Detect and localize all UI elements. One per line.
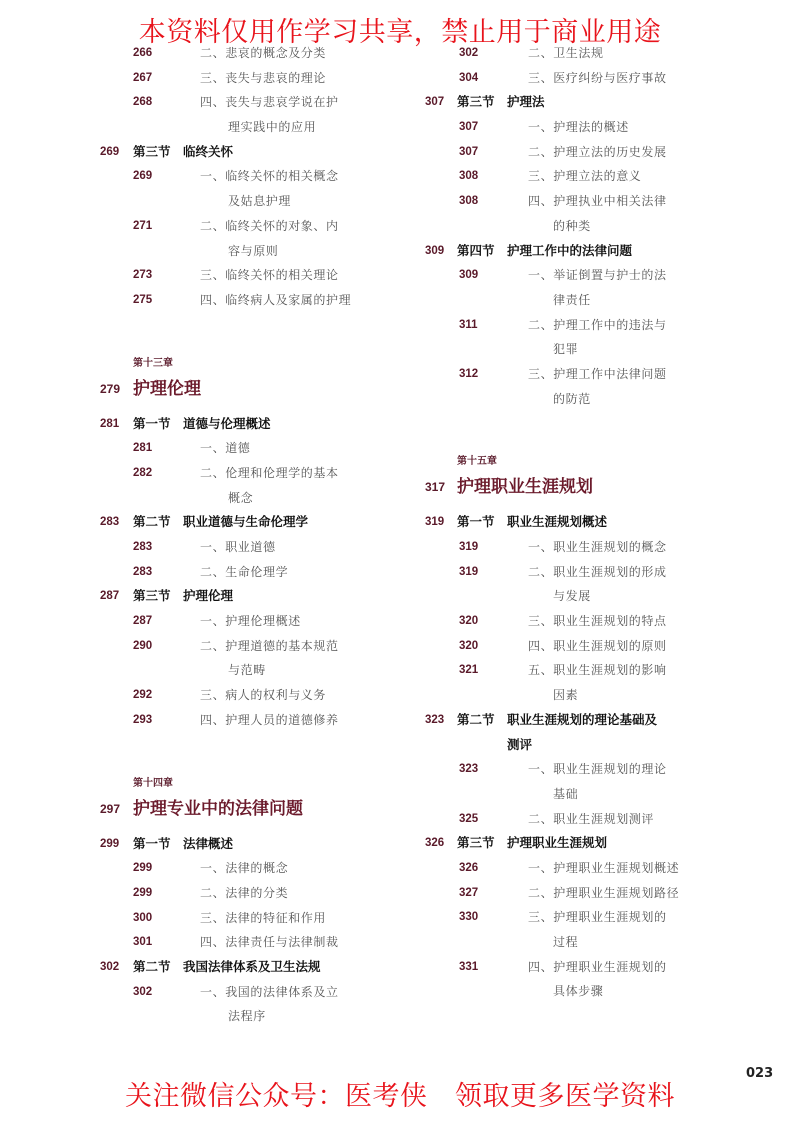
item-page-number: 308 [459,170,479,183]
section-title: 临终关怀 [183,143,234,159]
item-title: 与范畴 [228,663,266,678]
item-title: 四、护理执业中相关法律 [528,194,667,209]
section-page-number: 307 [425,96,445,109]
section-title-continued: 测评 [507,736,533,752]
chapter-label: 第十五章 [457,456,497,468]
toc-item-continued [0,214,800,239]
toc-item[interactable] [0,66,800,91]
section-page-number: 302 [100,960,120,973]
toc-item[interactable] [0,535,800,560]
item-title: 一、我国的法律体系及立 [200,984,339,999]
toc-item[interactable] [0,881,800,906]
item-page-number: 307 [459,145,479,158]
section-page-number: 319 [425,516,445,529]
item-title: 二、法律的分类 [200,885,289,900]
section-label: 第四节 [457,242,495,258]
item-title: 一、道德 [200,441,251,456]
toc-item-continued [0,288,800,313]
item-title: 三、医疗纠纷与医疗事故 [528,70,667,85]
chapter-label: 第十四章 [133,777,173,789]
item-title: 二、护理职业生涯规划路径 [528,885,680,900]
item-page-number: 267 [133,71,153,84]
chapter-page-number: 279 [100,381,121,396]
item-page-number: 283 [133,565,153,578]
item-page-number: 271 [133,219,153,232]
toc-item[interactable] [0,560,800,585]
item-page-number: 304 [459,71,479,84]
item-title: 理实践中的应用 [228,120,317,135]
page-number: 023 [746,1066,774,1081]
item-title: 二、悲哀的概念及分类 [200,46,327,60]
section-title: 护理伦理 [183,588,234,604]
item-title: 四、丧失与悲哀学说在护 [200,95,339,110]
toc-item[interactable] [0,856,800,881]
item-page-number: 312 [459,367,479,380]
item-page-number: 302 [133,985,153,998]
item-title: 二、护理道德的基本规范 [200,638,339,653]
item-title: 一、职业生涯规划的概念 [528,540,667,554]
toc-item-continued [0,930,800,955]
item-title: 的种类 [553,218,591,233]
item-title: 容与原则 [228,243,279,258]
item-title: 五、职业生涯规划的影响 [528,663,667,678]
section-label: 第一节 [133,835,171,851]
item-page-number: 321 [459,664,479,677]
item-title: 律责任 [553,292,591,307]
item-page-number: 309 [459,269,479,282]
item-title: 三、病人的权利与义务 [200,688,327,703]
item-page-number: 290 [133,639,153,652]
item-title: 三、护理工作中法律问题 [528,366,667,381]
item-title: 四、临终病人及家属的护理 [200,292,352,307]
item-title: 二、生命伦理学 [200,564,289,579]
item-page-number: 326 [459,861,479,874]
item-title: 二、护理立法的历史发展 [528,144,667,159]
item-page-number: 325 [459,812,479,825]
toc-item[interactable] [0,905,800,930]
toc-item[interactable] [0,164,800,189]
item-title: 过程 [553,935,579,949]
item-title: 一、职业生涯规划的理论 [528,762,667,777]
item-title: 法程序 [228,1009,266,1024]
toc-item[interactable] [0,609,800,634]
section-entry[interactable] [0,90,800,115]
item-title: 一、法律的概念 [200,861,289,876]
item-page-number: 330 [459,911,479,924]
item-page-number: 323 [459,763,479,776]
item-title: 及姑息护理 [228,194,292,209]
item-page-number: 292 [133,689,153,702]
item-page-number: 300 [133,911,153,924]
toc-item[interactable] [0,955,800,980]
section-title: 法律概述 [183,835,234,851]
toc-item[interactable] [0,263,800,288]
section-entry[interactable] [0,831,800,856]
section-title: 护理职业生涯规划 [507,835,608,851]
toc-item-continued [0,387,800,412]
item-title: 概念 [228,490,254,505]
item-title: 三、护理职业生涯规划的 [528,910,667,925]
toc-item[interactable] [0,807,800,832]
item-page-number: 331 [459,960,479,973]
section-label: 第一节 [457,514,495,530]
toc-item-continued [0,979,800,1004]
chapter-title: 护理专业中的法律问题 [133,798,303,819]
item-page-number: 299 [133,862,153,875]
item-page-number: 327 [459,886,479,899]
item-title: 四、职业生涯规划的原则 [528,638,667,653]
toc-column-right [0,41,800,1004]
item-title: 二、职业生涯规划的形成 [528,564,667,579]
chapter-label: 第十三章 [133,357,173,369]
item-title: 一、临终关怀的相关概念 [200,169,339,184]
item-page-number: 308 [459,195,479,208]
item-page-number: 311 [459,318,478,331]
section-page-number: 309 [425,244,445,257]
item-title: 三、丧失与悲哀的理论 [200,70,327,85]
item-title: 四、法律责任与法律制裁 [200,935,339,950]
item-page-number: 282 [133,466,153,479]
watermark-top: 本资料仅用作学习共享，禁止用于商业用途 [138,17,662,48]
item-title: 二、职业生涯规划测评 [528,811,655,826]
section-label: 第二节 [457,711,495,727]
section-page-number: 269 [100,145,120,158]
section-entry[interactable] [0,239,800,264]
section-page-number: 323 [425,713,445,726]
toc-item[interactable] [0,757,800,782]
section-title: 护理工作中的法律问题 [507,242,633,258]
item-title: 一、护理伦理概述 [200,614,301,629]
item-title: 三、护理立法的意义 [528,169,642,184]
chapter-page-number: 297 [100,801,121,816]
item-title: 的防范 [553,391,591,406]
toc-item[interactable] [0,189,800,214]
item-title: 基础 [553,786,579,801]
item-title: 三、职业生涯规划的特点 [528,614,667,629]
item-page-number: 320 [459,639,479,652]
toc-item[interactable] [0,115,800,140]
section-label: 第二节 [133,958,171,974]
section-title: 我国法律体系及卫生法规 [183,958,321,974]
section-label: 第三节 [457,835,495,851]
item-page-number: 266 [133,47,153,59]
item-title: 四、护理职业生涯规划的 [528,959,667,974]
item-title: 三、法律的特征和作用 [200,910,327,925]
section-label: 第三节 [133,143,171,159]
section-label: 第二节 [133,514,171,530]
item-page-number: 299 [133,886,153,899]
item-page-number: 273 [133,269,153,282]
section-page-number: 287 [100,590,120,603]
section-entry[interactable] [0,708,800,733]
toc-item[interactable] [0,313,800,338]
item-page-number: 302 [459,47,479,59]
item-title: 二、护理工作中的违法与 [528,317,667,332]
section-title: 职业生涯规划概述 [507,514,608,530]
item-page-number: 307 [459,121,479,134]
item-title: 四、护理人员的道德修养 [200,712,339,727]
section-title: 道德与伦理概述 [183,415,271,431]
item-page-number: 301 [133,936,153,949]
toc-item-continued [0,782,800,807]
section-title: 职业生涯规划的理论基础及 [507,711,658,727]
toc-item[interactable] [0,41,800,66]
section-page-number: 299 [100,837,120,850]
toc-item[interactable] [0,634,800,659]
item-title: 一、举证倒置与护士的法 [528,268,667,283]
item-page-number: 320 [459,615,479,628]
chapter-page-number: 317 [425,480,446,495]
toc-item[interactable] [0,362,800,387]
toc-item-continued [0,1004,420,1029]
item-page-number: 281 [133,442,153,455]
item-title: 犯罪 [553,342,579,357]
item-title: 与发展 [553,589,591,604]
toc-item[interactable] [0,658,800,683]
section-label: 第三节 [133,588,171,604]
toc-item-continued [0,337,800,362]
item-title: 三、临终关怀的相关理论 [200,268,339,283]
item-title: 二、临终关怀的对象、内 [200,218,339,233]
item-page-number: 283 [133,541,153,553]
item-title: 一、护理职业生涯规划概述 [528,860,680,875]
item-title: 具体步骤 [553,984,604,999]
item-page-number: 293 [133,713,153,726]
toc-item-continued [0,683,800,708]
toc-item-continued [0,584,800,609]
item-title: 一、护理法的概述 [528,120,629,135]
item-title: 因素 [553,688,579,703]
section-title: 职业道德与生命伦理学 [183,514,309,530]
section-page-number: 283 [100,516,120,529]
section-page-number: 281 [100,417,120,430]
chapter-heading [0,472,800,502]
section-page-number: 326 [425,837,445,850]
chapter-title: 护理职业生涯规划 [457,477,593,498]
section-title: 护理法 [507,94,545,110]
section-label: 第三节 [457,94,495,110]
item-page-number: 319 [459,541,479,553]
item-title: 二、卫生法规 [528,46,604,60]
section-entry[interactable] [0,510,800,535]
section-entry-continued [0,733,800,758]
item-page-number: 268 [133,96,153,109]
item-page-number: 275 [133,293,153,306]
chapter-title: 护理伦理 [133,378,201,399]
section-label: 第一节 [133,415,171,431]
item-page-number: 269 [133,170,153,183]
item-page-number: 319 [459,565,479,578]
item-title: 一、职业道德 [200,540,276,554]
toc-item[interactable] [0,140,800,165]
watermark-bottom: 关注微信公众号：医考侠 领取更多医学资料 [125,1081,675,1112]
item-title: 二、伦理和伦理学的基本 [200,465,339,480]
item-page-number: 287 [133,615,153,628]
